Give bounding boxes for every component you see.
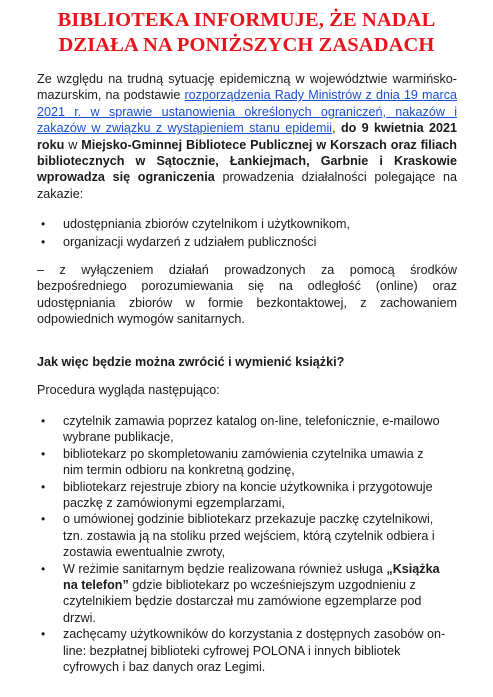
intro-library-names: Miejsko-Gminnej Bibliotece Publicznej w Korszach oraz filiach bibliotecznych w Sątocznie, Łankiejmach, Garbnie i Kraskowie wprowadza się ograniczenia — [37, 137, 458, 185]
bullet-icon: • — [41, 512, 46, 527]
restrictions-list — [37, 216, 457, 251]
intro-paragraph — [37, 71, 457, 202]
bullet-icon: • — [41, 479, 46, 494]
list-item: • czytelnik zamawia poprzez katalog on-line, telefonicznie, e-mailowo wybrane publikacje, — [41, 414, 440, 445]
bullet-icon: • — [41, 234, 46, 249]
bullet-icon: • — [41, 627, 46, 642]
intro-text-3: w — [64, 137, 82, 152]
procedure-steps-list — [37, 413, 447, 676]
intro-date: do 9 kwietnia 2021 roku — [37, 121, 457, 152]
regulation-link[interactable]: rozporządzenia Rady Ministrów z dnia 19 marca 2021 r. w sprawie ustanowienia określonych ograniczeń, nakazów i zakazów w związku z wystąpieniem stanu epidemii — [37, 88, 457, 136]
bullet-icon: • — [41, 414, 46, 428]
question-heading: Jak więc będzie można zwrócić i wymienić książki? — [37, 355, 345, 369]
page-title — [20, 8, 473, 58]
intro-text-1: Ze względu na trudną sytuację epidemiczną w województwie warmińsko-mazurskim, na podstawie — [37, 72, 457, 103]
bullet-icon: • — [41, 561, 46, 576]
intro-text-2: , — [332, 121, 341, 136]
title-line-2: DZIAŁA NA PONIŻSZYCH ZASADACH — [58, 34, 435, 56]
list-item: • o umówionej godzinie bibliotekarz przekazuje paczkę czytelnikowi, tzn. zostawia ją na stoliku przed wejściem, którą czytelnik odbiera i zostawia ewentualnie zwroty, — [41, 512, 435, 560]
list-item: • organizacji wydarzeń z udziałem publiczności — [37, 234, 457, 252]
list-item: • W reżimie sanitarnym będzie realizowana również usługa „Książka na telefon” gdzie bibliotekarz po wcześniejszym uzgodnieniu z czytelnikiem będzie dostarczał mu zamówione egzemplarze pod drzwi. — [41, 561, 440, 625]
bullet-icon: • — [41, 217, 46, 231]
list-item: • udostępniania zbiorów czytelnikom i użytkownikom, — [37, 216, 457, 234]
list-item: • bibliotekarz rejestruje zbiory na koncie użytkownika i przygotowuje paczkę z zamówionymi egzemplarzami, — [41, 479, 433, 511]
procedure-intro: Procedura wygląda następująco: — [37, 383, 220, 397]
intro-text-4: prowadzenia działalności polegające na zakazie: — [37, 170, 457, 201]
list-item: • bibliotekarz po skompletowaniu zamówienia czytelnika umawia z nim termin odbioru na konkretną godzinę, — [41, 446, 424, 478]
bullet-icon: • — [41, 446, 46, 461]
list-item: • zachęcamy użytkowników do korzystania z dostępnych zasobów on-line: bezpłatnej biblioteki cyfrowej POLONA i innych bibliotek cyfrowych i baz danych oraz Legimi. — [41, 627, 446, 675]
exclusion-paragraph: – z wyłączeniem działań prowadzonych za pomocą środków bezpośredniego porozumiewania się na odległość (online) oraz udostępniania zbiorów w formie bezkontaktowej, z zachowaniem odpowiednich wymogów sanitarnych. — [37, 263, 457, 327]
title-line-1: BIBLIOTEKA INFORMUJE, ŻE NADAL — [57, 9, 436, 31]
book-by-phone-service: „Książka na telefon” — [63, 561, 440, 593]
